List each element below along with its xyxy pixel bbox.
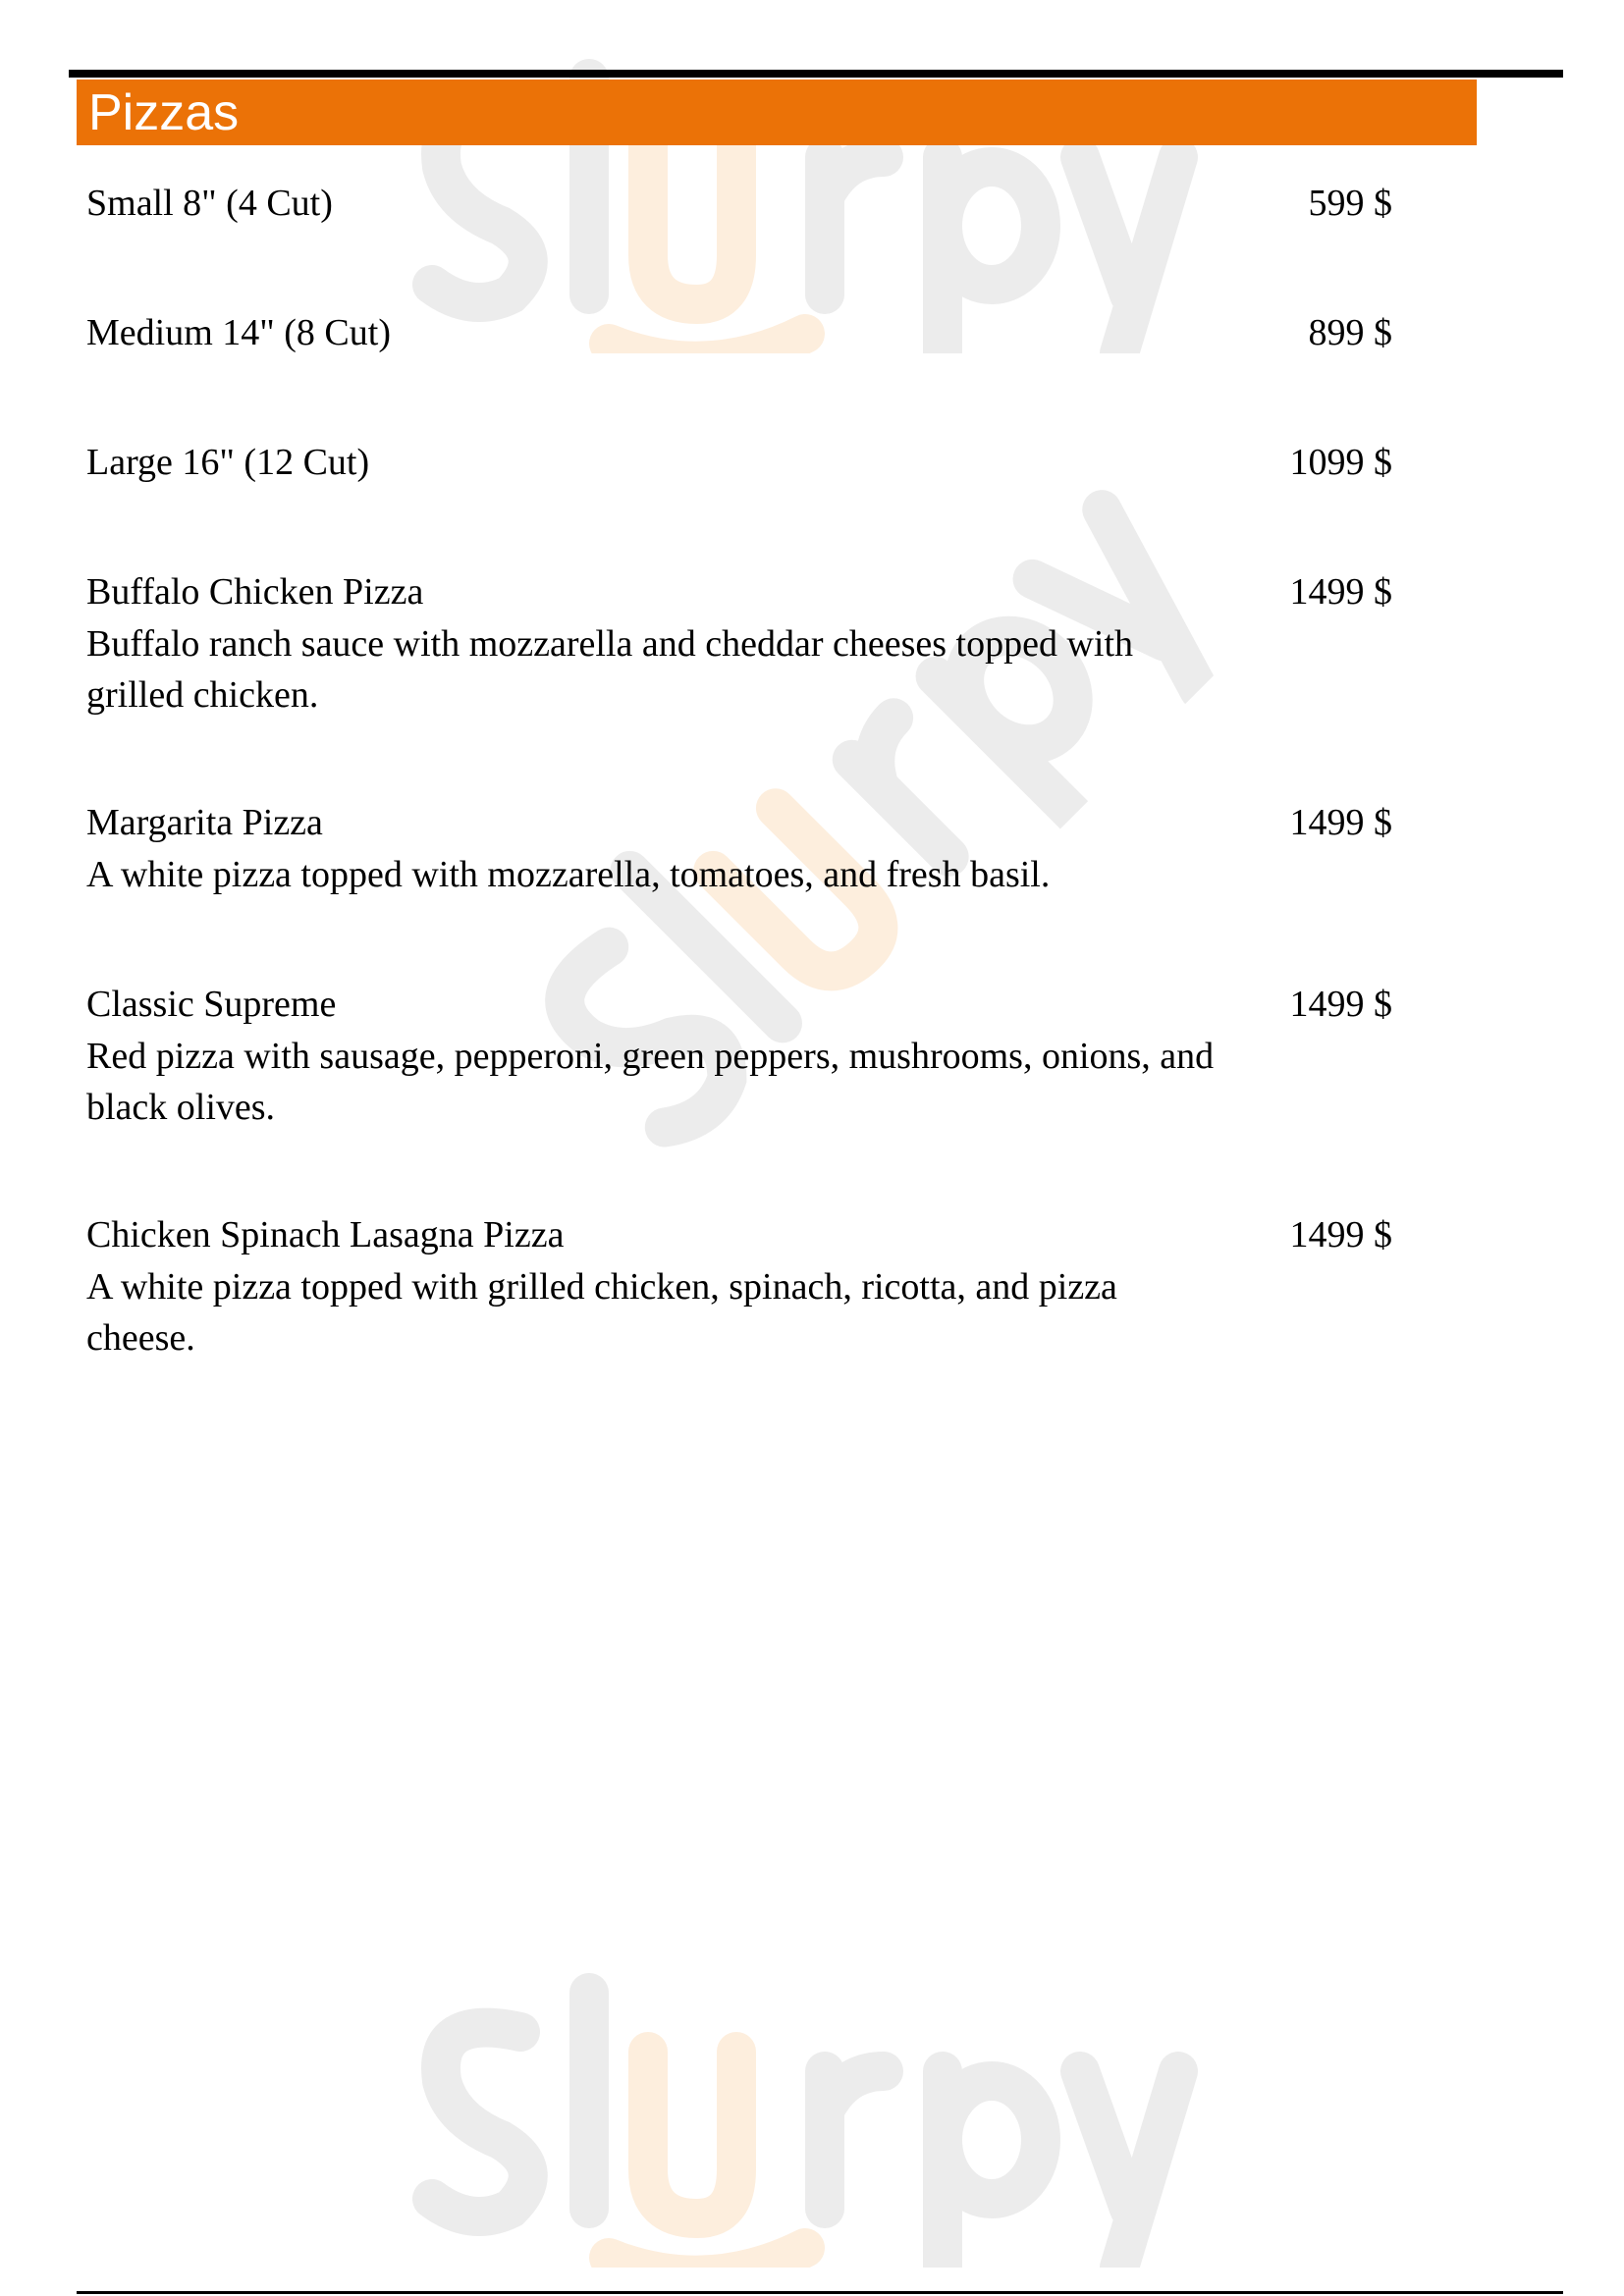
item-price: 1499 $ [1289, 802, 1392, 843]
item-name: Margarita Pizza [86, 802, 323, 843]
item-description: A white pizza topped with grilled chicken, spinach, ricotta, and pizza cheese. [86, 1265, 1117, 1359]
menu-item [86, 307, 1392, 359]
bottom-rule [77, 2291, 1563, 2294]
item-description: Buffalo ranch sauce with mozzarella and cheddar cheeses topped with grilled chicken. [86, 622, 1134, 716]
item-price: 1499 $ [1289, 1214, 1392, 1255]
top-rule [69, 70, 1563, 78]
item-price: 1499 $ [1289, 984, 1392, 1025]
item-name: Medium 14" (8 Cut) [86, 312, 391, 353]
menu-item [86, 797, 1392, 900]
item-description: Red pizza with sausage, pepperoni, green peppers, mushrooms, onions, and black olives. [86, 1035, 1215, 1128]
item-name: Small 8" (4 Cut) [86, 183, 333, 224]
item-price: 1099 $ [1289, 442, 1392, 483]
section-title: Pizzas [88, 84, 240, 141]
item-price: 599 $ [1308, 183, 1392, 224]
menu-item [86, 1209, 1392, 1364]
item-name: Buffalo Chicken Pizza [86, 571, 424, 613]
item-description: A white pizza topped with mozzarella, tomatoes, and fresh basil. [86, 853, 1051, 895]
menu-item [86, 566, 1392, 721]
item-name: Chicken Spinach Lasagna Pizza [86, 1214, 565, 1255]
menu-item [86, 178, 1392, 230]
section-header [77, 80, 1477, 145]
item-price: 899 $ [1308, 312, 1392, 353]
watermark-logo [412, 1973, 1218, 2268]
item-price: 1499 $ [1289, 571, 1392, 613]
menu-item [86, 979, 1392, 1134]
item-name: Classic Supreme [86, 984, 337, 1025]
menu-item [86, 437, 1392, 489]
item-name: Large 16" (12 Cut) [86, 442, 370, 483]
